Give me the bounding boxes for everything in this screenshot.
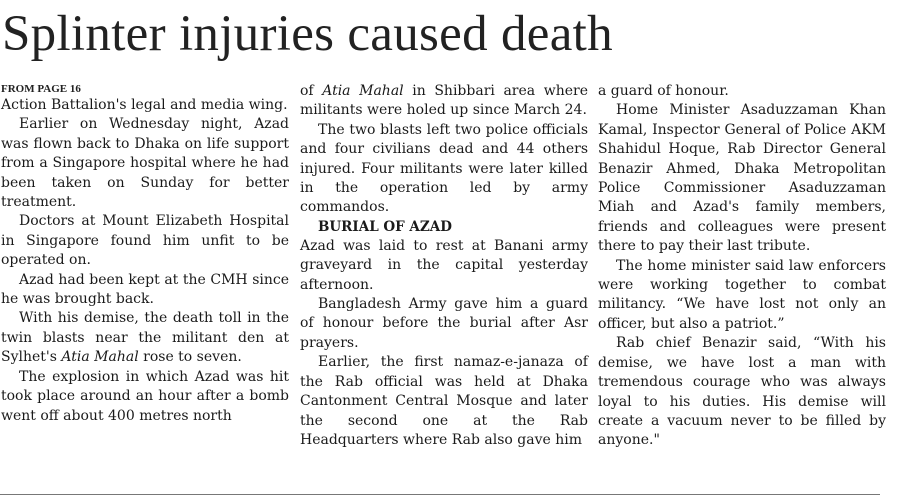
paragraph-text: rose to seven. [138, 349, 242, 366]
article-paragraph [1, 212, 289, 270]
article-paragraph [1, 115, 289, 212]
column-1 [1, 82, 289, 426]
article-paragraph [300, 121, 588, 218]
article-paragraph [300, 82, 588, 121]
article-paragraph [1, 368, 289, 426]
bottom-rule [0, 494, 880, 495]
column-3 [598, 82, 886, 451]
paragraph-text: The two blasts left two police officials and four civilians dead and 44 others injured. Four militants were later killed in the operation led by army commandos. [300, 121, 588, 216]
paragraph-text: a guard of honour. [598, 83, 729, 99]
article-paragraph [1, 271, 289, 310]
paragraph-text: Action Battalion's legal and media wing. [1, 97, 288, 113]
paragraph-text: The home minister said law enforcers were working together to combat militancy. “We have lost not only an officer, but also a patriot.” [598, 257, 886, 332]
paragraph-text: Azad had been kept at the CMH since he was brought back. [1, 271, 289, 308]
article-paragraph [1, 96, 289, 115]
article-paragraph [598, 101, 886, 256]
paragraph-text: Rab chief Benazir said, “With his demise, we have lost a man with tremendous courage who was always loyal to his duties. His demise will create a vacuum never to be filled by anyone." [598, 335, 886, 449]
article-paragraph [300, 237, 588, 295]
paragraph-text: Doctors at Mount Elizabeth Hospital in Singapore found him unfit to be operated on. [1, 213, 289, 269]
paragraph-text: Home Minister Asaduzzaman Khan Kamal, Inspector General of Police AKM Shahidul Hoque, Rab Director General Benazir Ahmed, Dhaka Metropolitan Police Commissioner Asaduzzaman Miah and Azad's family members, friends and colleagues were present there to pay their last tribute. [598, 102, 886, 255]
paragraph-text: Azad was laid to rest at Banani army graveyard in the capital yesterday afternoon. [300, 237, 588, 293]
italic-text: Atia Mahal [322, 83, 404, 99]
paragraph-text: Bangladesh Army gave him a guard of honour before the burial after Asr prayers. [300, 296, 588, 351]
article-paragraph [300, 353, 588, 450]
headline: Splinter injuries caused death [2, 6, 613, 62]
paragraph-text: Earlier on Wednesday night, Azad was flown back to Dhaka on life support from a Singapore hospital where he had been taken on Sunday for better treatment. [1, 116, 289, 211]
paragraph-text: in Shibbari area where militants were holed up since March 24. [300, 83, 588, 119]
article-paragraph [1, 309, 289, 367]
paragraph-text: BURIAL OF AZAD [318, 218, 452, 235]
paragraph-text: The explosion in which Azad was hit took place around an hour after a bomb went off about 400 metres north [1, 368, 289, 424]
article-paragraph [598, 82, 886, 101]
italic-text: Atia Mahal [61, 349, 139, 366]
paragraph-text: of [300, 83, 323, 99]
article-paragraph [300, 295, 588, 353]
article-paragraph [598, 334, 886, 450]
section-subhead [300, 218, 588, 237]
article-paragraph [598, 257, 886, 335]
paragraph-text: Earlier, the first namaz-e-janaza of the Rab official was held at Dhaka Cantonment Central Mosque and later the second one at the Rab Headquarters where Rab also gave him [300, 354, 588, 448]
jump-line: FROM PAGE 16 [1, 83, 81, 95]
column-2 [300, 82, 588, 450]
paragraph-text: With his demise, the death toll in the twin blasts near the militant den at Sylhet's [1, 310, 289, 366]
